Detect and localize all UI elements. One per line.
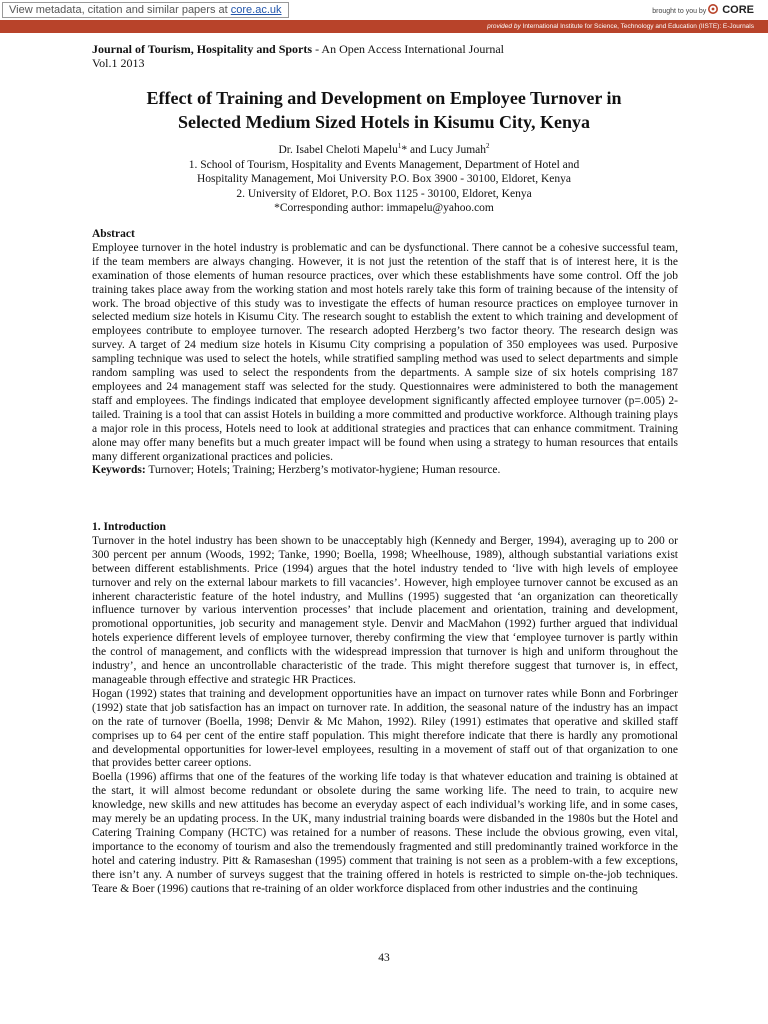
introduction-paragraph-1: Turnover in the hotel industry has been shown to be unacceptably high (Kennedy and Berger, 1994), averaging up to 200 or 300 percent per annum (Woods, 1992; Tanke, 1990; Boella, 1998; Wheelhouse, 1989), although substantial variations exist between different establishments. Price (1994) argues that the hotel industry tended to ‘live with high levels of employee turnover and rely on the external labour markets to fill vacancies’. However, high employee turnover cannot be excused as an inherent characteristic feature of the hotel industry, and Mullins (1995) suggested that ‘an organization can theoretically influence turnover by various intervention processes’ that include placement and orientation, training and development, promotional opportunities, job security and management style. Denvir and MacMahon (1992) further argued that individual hotels experience different levels of employee turnover, thereby confirming the view that ‘employee turnover is partly within the control of management, and conflicts with the widespread impression that turnover is high and uniform throughout the industry’, and hence an uncontrollable characteristic of the trade. This might therefore suggest that turnover is, in effect, manageable through effective and strategic HR Practices. [92,534,678,686]
provider-name: International Institute for Science, Technology and Education (IISTE): E-Journals [522,23,754,30]
core-logo-text: CORE [722,4,754,16]
core-logo-icon [708,4,718,14]
provided-prefix: provided by [487,23,521,30]
abstract-body: Employee turnover in the hotel industry is problematic and can be dysfunctional. There cannot be a cohesive successful team, if the team members are always changing. However, it is not just the retention of the staff that is of interest here, it is the examination of those elements of human resource practices, over which these establishments have some control. Off the job training takes place away from the working station and most hotels rarely take this form of training because of the intensity of work. The broad objective of this study was to investigate the effects of human resource practices on employee turnover in selected medium size hotels in Kisumu City. The research sought to establish the extent to which training and development of employees contribute to employee turnover. The research adopted Herzberg’s two factor theory. The research design was survey. A target of 24 medium size hotels in Kisumu City comprising a population of 350 employees was used. Purposive sampling technique was used to select the hotels, while stratified sampling method was used to select departments and simple random sampling was used to select the respondents from the departments. A sample size of six hotels comprising 187 employees and 24 management staff was selected for the study. Questionnaires were administered to both the management staff and employees. The findings indicated that employee development significantly affected employee turnover (p=.005) 2-tailed. Training is a tool that can assist Hotels in building a more committed and productive workforce. Although training plays a major role in this process, Hotels need to look at additional strategies and practices that can enhance commitment. Training alone may offer many benefits but a much greater impact will be found when using a strategy to human resources that entails many different organizational practices and policies. [92,241,678,463]
author-connector: * and Lucy Jumah [401,144,487,156]
core-brought-to-you [652,3,754,19]
author1-name: Dr. Isabel Cheloti Mapelu [278,144,398,156]
introduction-heading: 1. Introduction [92,521,166,533]
paper-title-line1: Effect of Training and Development on Employee Turnover in [146,88,622,108]
affiliation2: 2. University of Eldoret, P.O. Box 1125 - 30100, Eldoret, Kenya [236,187,532,200]
abstract-heading: Abstract [92,228,135,240]
introduction-paragraph-3: Boella (1996) affirms that one of the features of the working life today is that whatever education and training is obtained at the start, it will almost become redundant or obsolete during the same working life. The need to train, to acquire new knowledge, new skills and new attitudes has become an everyday aspect of each individual’s working life, and in some cases, may merely be an updating process. In the UK, many industrial training boards were disbanded in the 1980s but the Hotel and Catering Training Company (HCTC) was retained for a number of reasons. These include the obvious growing, even vital, importance to the economy of tourism and also the tremendously fragmented and still predominantly trained workforce in the hotel and catering industry. Pitt & Ramaseshan (1995) comment that training is not seen as a problem-with a few exceptions, there isn’t any. A number of surveys suggest that the training offered in hotels is restricted to simple on-the-job techniques. Teare & Boer (1996) cautions that re-training of an older workforce displaced from other industries and the continuing [92,771,678,895]
core-metadata-text: View metadata, citation and similar papers at [9,4,228,16]
author1-superscript: 1 [397,142,402,151]
page-number: 43 [378,952,390,964]
affiliation1-line1: 1. School of Tourism, Hospitality and Events Management, Department of Hotel and [188,158,580,171]
journal-name: Journal of Tourism, Hospitality and Sports [92,42,313,56]
corresponding-author: *Corresponding author: immapelu@yahoo.com [274,202,494,214]
core-banner [0,0,768,20]
brought-text: brought to you by [652,8,707,15]
keywords-label: Keywords: [92,464,146,477]
affiliation1-line2: Hospitality Management, Moi University P.O. Box 3900 - 30100, Eldoret, Kenya [196,173,572,185]
keywords-line [92,464,678,478]
paper-title [60,86,708,134]
journal-subtitle: - An Open Access International Journal [312,42,505,56]
introduction-paragraph-2: Hogan (1992) states that training and development opportunities have an impact on turnover rates while Bonn and Forbringer (1992) state that job satisfaction has an impact on turnover rate. In addition, the seasonal nature of the industry has an impact on the rate of turnover (Boella, 1998; Denvir & Mc Mahon, 1992). Riley (1991) estimates that operative and skilled staff comprises up to 64 per cent of the entire staff population. This might therefore indicate that there is hardly any promotional and developmental opportunities for lower-level employees, resulting in a movement of staff out of that organization to one that provides better career options. [92,687,678,770]
keywords-list: Turnover; Hotels; Training; Herzberg’s motivator-hygiene; Human resource. [145,464,501,477]
core-provided-by[interactable] [487,20,754,33]
core-provider-bar [0,20,768,33]
core-metadata-link-box[interactable] [2,2,289,18]
author-line [60,143,708,158]
introduction-section [92,521,678,896]
author-block [60,143,708,216]
core-url-link[interactable]: core.ac.uk [230,4,282,16]
journal-header [92,42,692,70]
journal-title-line [92,42,692,56]
abstract-section [92,228,678,478]
author2-superscript: 2 [486,142,490,151]
paper-title-line2: Selected Medium Sized Hotels in Kisumu City, Kenya [178,112,590,132]
journal-volume: Vol.1 2013 [92,56,145,70]
